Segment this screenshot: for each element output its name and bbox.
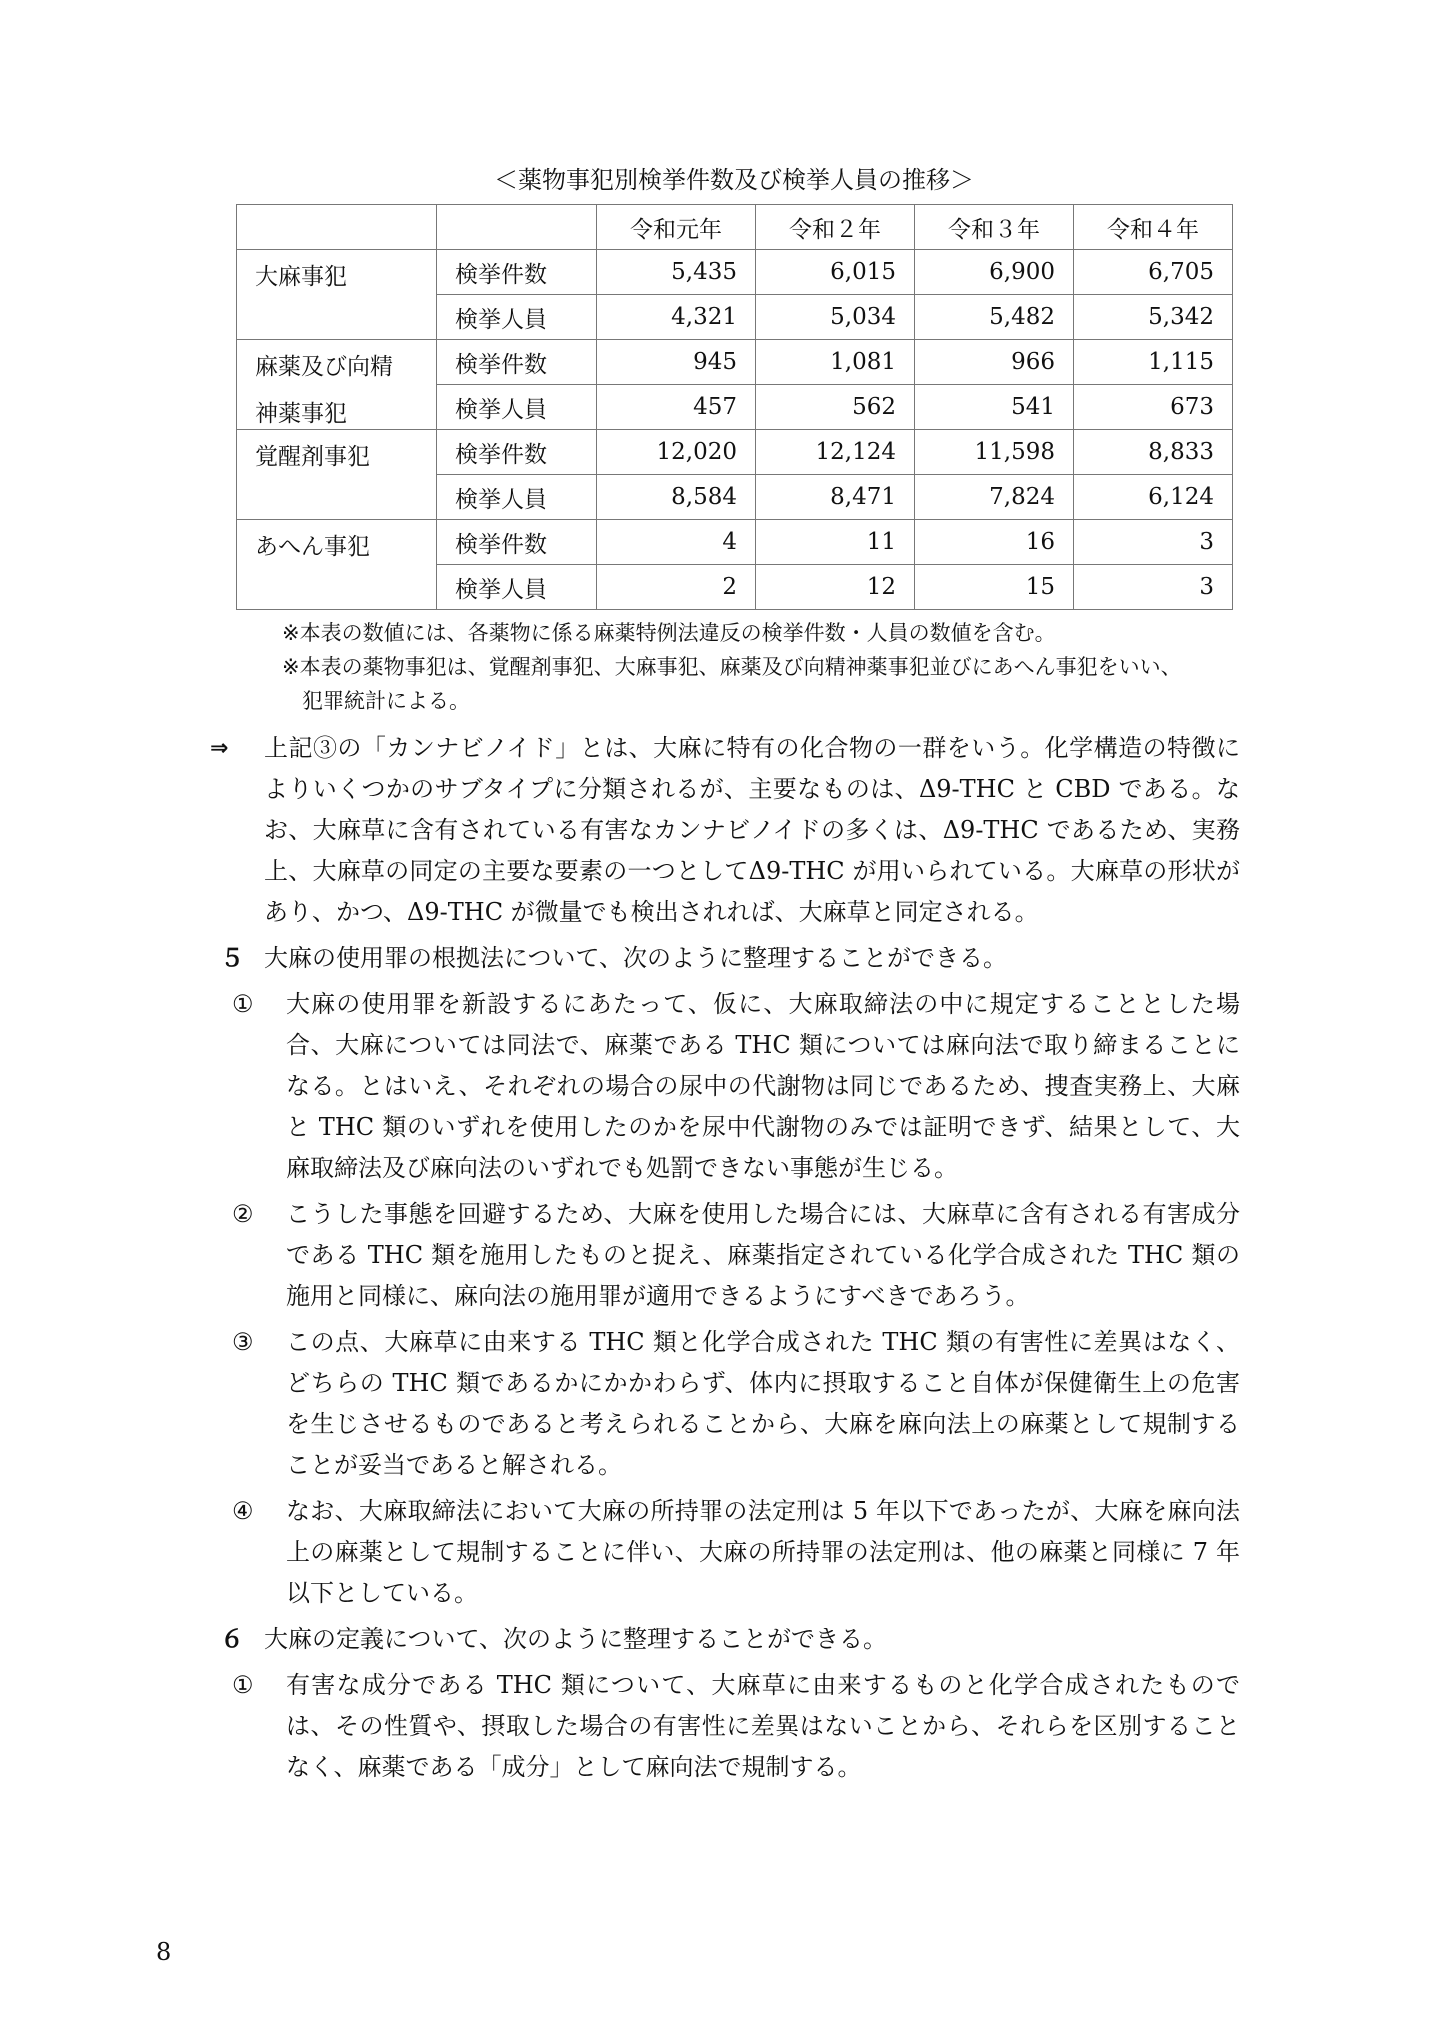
year-header: 令和３年 <box>915 205 1074 250</box>
table-row <box>237 430 1233 475</box>
table-cell: 5,342 <box>1074 295 1233 340</box>
cannabinoid-paragraph <box>210 728 1240 933</box>
table-cell: 945 <box>597 340 756 385</box>
category-cell <box>237 430 437 520</box>
page-number: 8 <box>156 1938 172 1966</box>
section-number: ６ <box>220 1625 244 1653</box>
table-cell: 11,598 <box>915 430 1074 475</box>
category-cell <box>237 250 437 340</box>
item-text: この点、大麻草に由来する THC 類と化学合成された THC 類の有害性に差異はなく、どちらの THC 類であるかにかかわらず、体内に摂取すること自体が保健衛生上の危害を生じさせるものであると考えられることから、大麻を麻向法上の麻薬として規制することが妥当であると解される。 <box>286 1328 1240 1479</box>
year-header: 令和元年 <box>597 205 756 250</box>
header-blank-cell <box>437 205 597 250</box>
table-cell: 12 <box>756 565 915 610</box>
list-item <box>232 1665 1240 1788</box>
row-label: 検挙人員 <box>437 565 597 610</box>
category-cell <box>237 520 437 610</box>
row-label: 検挙件数 <box>437 340 597 385</box>
item-number: ① <box>232 990 254 1018</box>
list-item <box>232 1322 1240 1486</box>
table-cell: 966 <box>915 340 1074 385</box>
category-label: 麻薬及び向精 <box>255 354 393 380</box>
table-cell: 8,471 <box>756 475 915 520</box>
table-cell: 4,321 <box>597 295 756 340</box>
row-label: 検挙件数 <box>437 430 597 475</box>
category-label-line2: 神薬事犯 <box>255 401 347 427</box>
body-text <box>210 728 1240 1793</box>
row-label: 検挙人員 <box>437 385 597 430</box>
section-number: ５ <box>220 944 244 972</box>
table-cell: 5,034 <box>756 295 915 340</box>
category-cell <box>237 340 437 430</box>
item-text: こうした事態を回避するため、大麻を使用した場合には、大麻草に含有される有害成分である THC 類を施用したものと捉え、麻薬指定されている化学合成された THC 類の施用と同様に、麻向法の施用罪が適用できるようにすべきであろう。 <box>286 1200 1240 1310</box>
table-cell: 6,900 <box>915 250 1074 295</box>
table-cell: 8,833 <box>1074 430 1233 475</box>
table-cell: 457 <box>597 385 756 430</box>
table-cell: 4 <box>597 520 756 565</box>
drug-arrests-table <box>236 204 1233 610</box>
table-cell: 15 <box>915 565 1074 610</box>
header-blank-cell <box>237 205 437 250</box>
table-cell: 3 <box>1074 520 1233 565</box>
table-note: ※本表の数値には、各薬物に係る麻薬特例法違反の検挙件数・人員の数値を含む。 <box>282 621 1056 645</box>
section-5-heading <box>210 938 1240 979</box>
category-label: 覚醒剤事犯 <box>255 444 370 470</box>
table-cell: 12,124 <box>756 430 915 475</box>
right-arrow-icon: ⇒ <box>210 736 229 761</box>
list-item <box>232 1194 1240 1317</box>
table-cell: 7,824 <box>915 475 1074 520</box>
table-title: ＜薬物事犯別検挙件数及び検挙人員の推移＞ <box>494 166 974 194</box>
table-cell: 16 <box>915 520 1074 565</box>
table-cell: 6,015 <box>756 250 915 295</box>
category-label: 大麻事犯 <box>255 264 347 290</box>
paragraph-text: 上記③の「カンナビノイド」とは、大麻に特有の化合物の一群をいう。化学構造の特徴によりいくつかのサブタイプに分類されるが、主要なものは、Δ9-THC と CBD である。なお、大麻草に含有されている有害なカンナビノイドの多くは、Δ9-THC であるため、実務上、大麻草の同定の主要な要素の一つとしてΔ9-THC が用いられている。大麻草の形状があり、かつ、Δ9-THC が微量でも検出されれば、大麻草と同定される。 <box>264 734 1240 926</box>
row-label: 検挙人員 <box>437 475 597 520</box>
item-text: なお、大麻取締法において大麻の所持罪の法定刑は 5 年以下であったが、大麻を麻向法上の麻薬として規制することに伴い、大麻の所持罪の法定刑は、他の麻薬と同様に 7 年以下としている。 <box>286 1497 1240 1607</box>
item-text: 大麻の使用罪を新設するにあたって、仮に、大麻取締法の中に規定することとした場合、大麻については同法で、麻薬である THC 類については麻向法で取り締まることになる。とはいえ、それぞれの場合の尿中の代謝物は同じであるため、捜査実務上、大麻と THC 類のいずれを使用したのかを尿中代謝物のみでは証明できず、結果として、大麻取締法及び麻向法のいずれでも処罰できない事態が生じる。 <box>286 990 1240 1182</box>
table-cell: 1,115 <box>1074 340 1233 385</box>
table-cell: 6,124 <box>1074 475 1233 520</box>
table-cell: 562 <box>756 385 915 430</box>
item-number: ④ <box>232 1497 254 1525</box>
table-cell: 3 <box>1074 565 1233 610</box>
year-header: 令和２年 <box>756 205 915 250</box>
table-header-row <box>237 205 1233 250</box>
table-cell: 11 <box>756 520 915 565</box>
item-number: ② <box>232 1200 254 1228</box>
table-cell: 12,020 <box>597 430 756 475</box>
row-label: 検挙件数 <box>437 520 597 565</box>
row-label: 検挙件数 <box>437 250 597 295</box>
table-cell: 6,705 <box>1074 250 1233 295</box>
table-row <box>237 250 1233 295</box>
category-label: あへん事犯 <box>255 534 370 560</box>
table-notes <box>282 616 1242 718</box>
row-label: 検挙人員 <box>437 295 597 340</box>
section-6-heading <box>210 1619 1240 1660</box>
item-number: ① <box>232 1671 254 1699</box>
table-row <box>237 340 1233 385</box>
table-cell: 5,482 <box>915 295 1074 340</box>
list-item <box>232 984 1240 1189</box>
table-note-continuation: 犯罪統計による。 <box>302 689 470 713</box>
table-cell: 5,435 <box>597 250 756 295</box>
year-header: 令和４年 <box>1074 205 1233 250</box>
table-cell: 8,584 <box>597 475 756 520</box>
item-text: 有害な成分である THC 類について、大麻草に由来するものと化学合成されたものでは、その性質や、摂取した場合の有害性に差異はないことから、それらを区別することなく、麻薬である「成分」として麻向法で規制する。 <box>286 1671 1240 1781</box>
item-number: ③ <box>232 1328 254 1356</box>
table-cell: 1,081 <box>756 340 915 385</box>
table-cell: 2 <box>597 565 756 610</box>
table-cell: 673 <box>1074 385 1233 430</box>
table-note: ※本表の薬物事犯は、覚醒剤事犯、大麻事犯、麻薬及び向精神薬事犯並びにあへん事犯をいい、 <box>282 655 1182 679</box>
table-row <box>237 520 1233 565</box>
table-cell: 541 <box>915 385 1074 430</box>
section-heading-text: 大麻の定義について、次のように整理することができる。 <box>264 1625 888 1653</box>
list-item <box>232 1491 1240 1614</box>
section-heading-text: 大麻の使用罪の根拠法について、次のように整理することができる。 <box>264 944 1008 972</box>
